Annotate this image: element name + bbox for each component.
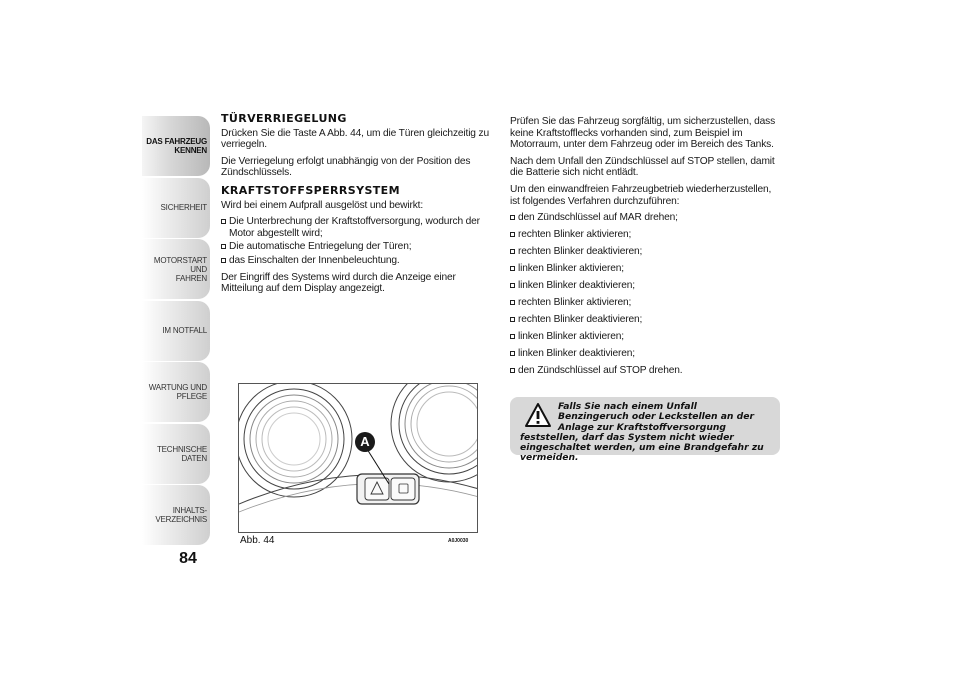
list-item: rechten Blinker aktivieren; — [510, 229, 782, 241]
list-item: Die automatische Entriegelung der Türen; — [221, 241, 489, 253]
tab-motorstart-und-fahren[interactable]: MOTORSTART UND FAHREN — [142, 239, 210, 299]
callout-a: A — [355, 432, 375, 452]
warning-text: Falls Sie nach einem Unfall Benzingeruch oder Leckstellen an der Anlage zur Kraftstoffversorgung feststellen, darf das System nicht wieder eingeschaltet werden, um eine Brandgefahr zu vermeiden. — [520, 401, 764, 464]
paragraph: Um den einwandfreien Fahrzeugbetrieb wiederherzustellen, ist folgendes Verfahren durchzuführen: — [510, 183, 772, 207]
left-column — [221, 113, 489, 300]
tab-wartung-und-pflege[interactable]: WARTUNG UND PFLEGE — [142, 362, 210, 422]
list-item: rechten Blinker deaktivieren; — [510, 246, 782, 258]
paragraph: Prüfen Sie das Fahrzeug sorgfältig, um sicherzustellen, dass keine Kraftstofflecks vorhanden sind, zum Beispiel im Motorraum, unter dem Fahrzeug oder im Bereich des Tanks. — [510, 116, 776, 151]
list-item: den Zündschlüssel auf STOP drehen. — [510, 365, 782, 377]
paragraph: Die Verriegelung erfolgt unabhängig von der Position des Zündschlüssels. — [221, 155, 471, 179]
list-item: rechten Blinker deaktivieren; — [510, 314, 782, 326]
dashboard-illustration — [239, 384, 478, 533]
heading-kraftstoffsperrsystem: KRAFTSTOFFSPERRSYSTEM — [221, 183, 400, 197]
paragraph: Drücken Sie die Taste A Abb. 44, um die Türen gleichzeitig zu verriegeln. — [221, 127, 489, 151]
procedure-list — [510, 212, 782, 376]
warning-box — [510, 397, 780, 464]
list-item: linken Blinker aktivieren; — [510, 263, 782, 275]
tab-inhaltsverzeichnis[interactable]: INHALTS- VERZEICHNIS — [142, 485, 210, 545]
paragraph: Nach dem Unfall den Zündschlüssel auf STOP stellen, damit die Batterie sich nicht entlädt. — [510, 155, 775, 179]
tab-im-notfall[interactable]: IM NOTFALL — [142, 301, 210, 361]
figure-caption: Abb. 44 — [240, 535, 275, 546]
page-number: 84 — [179, 550, 197, 567]
warning-triangle-icon — [524, 402, 552, 428]
right-column — [510, 116, 782, 382]
paragraph: Der Eingriff des Systems wird durch die Anzeige einer Mitteilung auf dem Display angezeigt. — [221, 271, 456, 295]
tab-technische-daten[interactable]: TECHNISCHE DATEN — [142, 424, 210, 484]
list-item: das Einschalten der Innenbeleuchtung. — [221, 255, 489, 267]
tab-das-fahrzeug-kennen[interactable]: DAS FAHRZEUG KENNEN — [142, 116, 210, 176]
paragraph: Wird bei einem Aufprall ausgelöst und bewirkt: — [221, 199, 424, 211]
tab-sicherheit[interactable]: SICHERHEIT — [142, 178, 210, 238]
figure-abb-44 — [238, 383, 478, 533]
list-item: linken Blinker deaktivieren; — [510, 280, 782, 292]
heading-tuerverriegelung: TÜRVERRIEGELUNG — [221, 112, 347, 125]
list-item: linken Blinker aktivieren; — [510, 331, 782, 343]
list-item: rechten Blinker aktivieren; — [510, 297, 782, 309]
figure-code: A0J0030 — [448, 538, 469, 544]
list-item: den Zündschlüssel auf MAR drehen; — [510, 212, 782, 224]
list-item: Die Unterbrechung der Kraftstoffversorgung, wodurch der Motor abgestellt wird; — [221, 216, 489, 239]
bullet-list — [221, 216, 489, 266]
list-item: linken Blinker deaktivieren; — [510, 348, 782, 360]
chapter-sidebar — [142, 116, 210, 547]
